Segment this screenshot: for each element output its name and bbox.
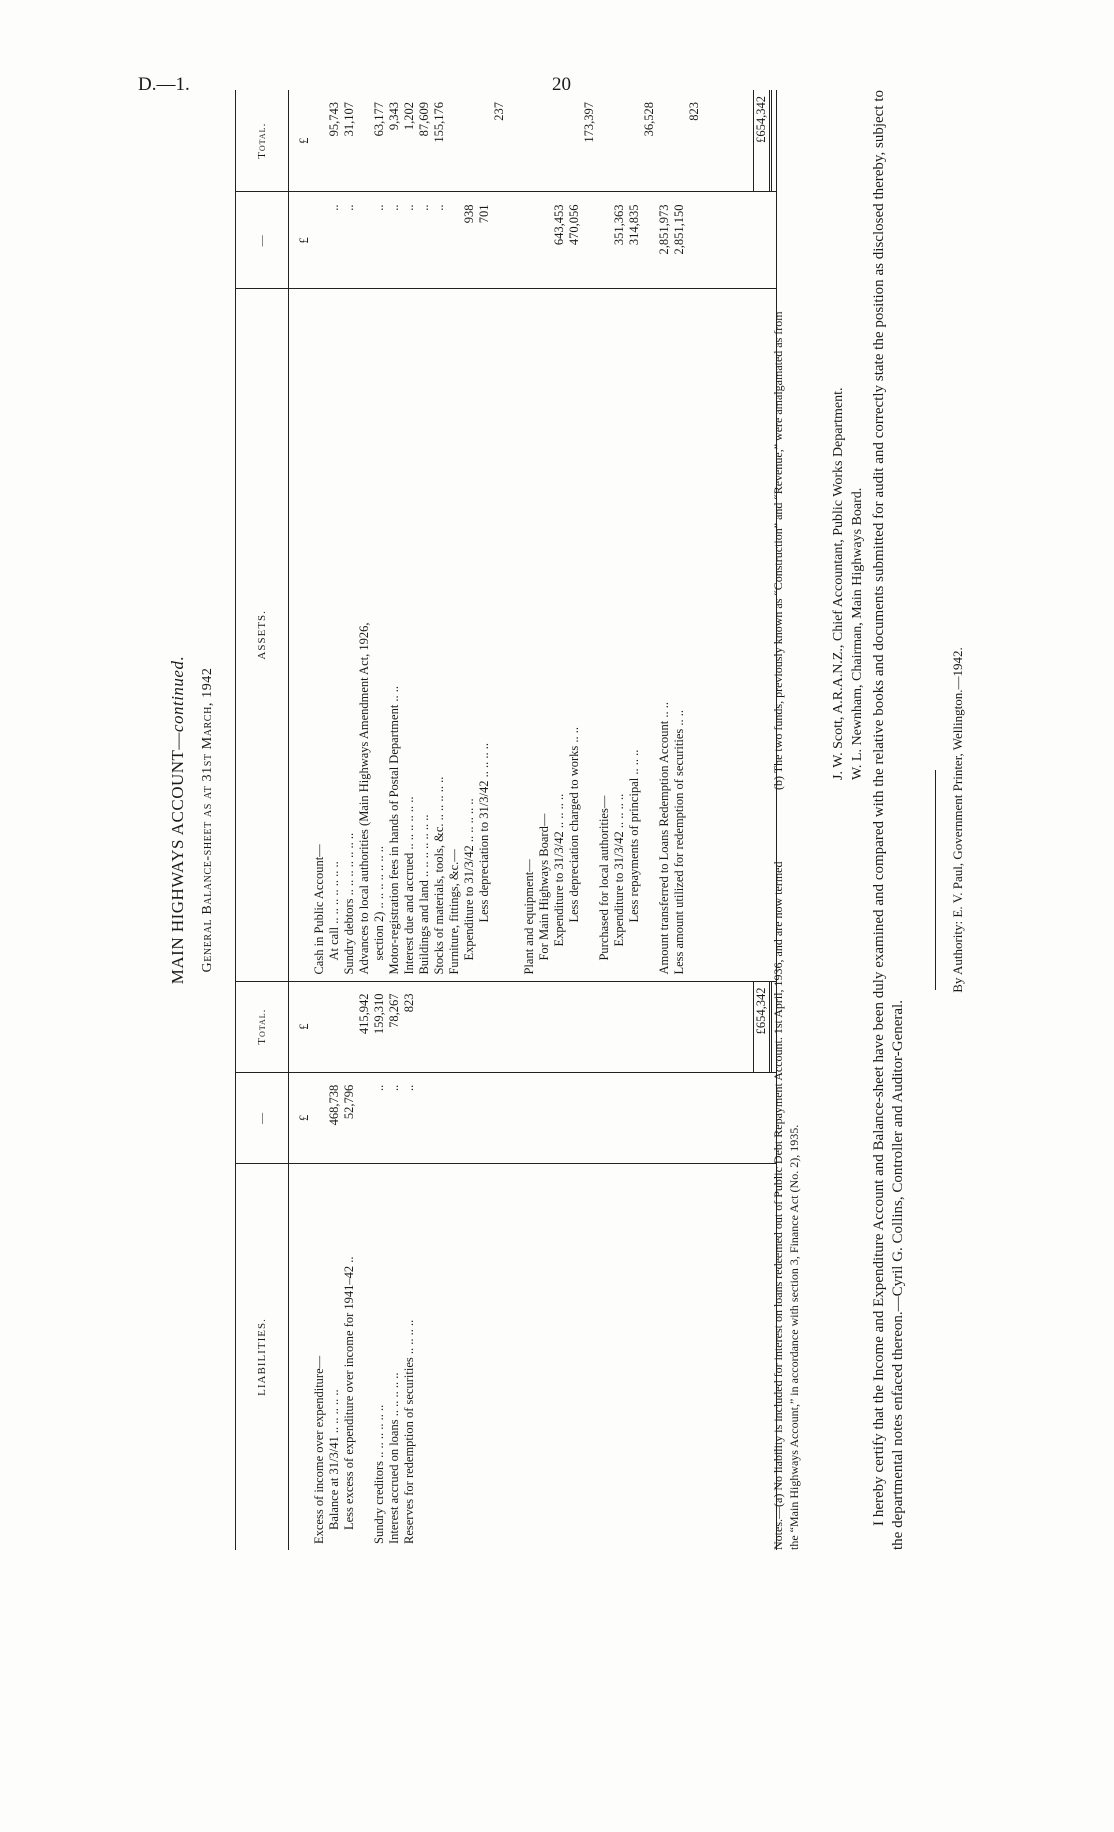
document-reference: D.—1. (138, 74, 190, 95)
asset-sub-amount: .. (342, 204, 356, 211)
assets-heading: ASSETS. (236, 289, 289, 981)
asset-total (612, 96, 627, 186)
asset-label: Sundry debtors .. .. .. .. .. .. .. (342, 832, 356, 975)
table-body-row (289, 90, 749, 1550)
liability-sub-amount: .. (387, 1084, 401, 1092)
liability-total (312, 988, 327, 1066)
asset-label: Buildings and land .. .. .. .. .. .. .. (417, 814, 431, 975)
page-number: 20 (552, 74, 571, 95)
signature-accountant: J. W. Scott, A.R.A.N.Z., Chief Accountant, Public Works Department. (831, 387, 846, 780)
asset-total: 237 (492, 102, 506, 121)
asset-label: Expenditure to 31/3/42 .. .. .. .. (552, 793, 566, 947)
divider-rule (935, 770, 936, 990)
asset-total (462, 96, 477, 186)
asset-sub-amount (357, 199, 372, 283)
asset-total (672, 96, 687, 186)
asset-sub-amount: .. (372, 204, 386, 211)
asset-total (567, 96, 582, 186)
asset-sub-amount: 643,453 (552, 204, 566, 246)
assets-total-heading: Total. (236, 90, 289, 192)
asset-sub-amount (312, 199, 327, 283)
asset-label: Expenditure to 31/3/42 .. .. .. .. .. (462, 798, 476, 961)
asset-sub-amount (492, 199, 507, 283)
asset-label: Less depreciation to 31/3/42 .. .. .. .. (477, 743, 491, 923)
currency-symbol: £ (297, 1023, 311, 1030)
liabilities-heading: LIABILITIES. (236, 1164, 289, 1550)
asset-label: Cash in Public Account— (312, 844, 326, 975)
liability-total: 78,267 (387, 993, 401, 1028)
asset-label: Amount transferred to Loans Redemption Account .. .. (657, 702, 671, 975)
asset-total: 87,609 (417, 102, 431, 137)
liability-total (342, 988, 357, 1066)
balance-sheet-table (235, 90, 777, 1550)
assets-labels (289, 289, 749, 981)
liability-label: Reserves for redemption of securities .. .. .. .. (402, 1319, 416, 1544)
liability-label: Sundry creditors .. .. .. .. .. .. (372, 1404, 386, 1544)
asset-label (582, 295, 597, 974)
signature-chairman: W. L. Newnham, Chairman, Main Highways Board. (850, 487, 865, 780)
asset-total: 9,343 (387, 102, 401, 131)
asset-total: 1,202 (402, 102, 416, 131)
asset-sub-amount: 470,056 (567, 204, 581, 246)
asset-label: Less repayments of principal .. .. .. (627, 749, 641, 923)
asset-total (597, 96, 612, 186)
liability-label (357, 1170, 372, 1544)
liability-sub-amount: 468,738 (327, 1084, 341, 1126)
asset-label: Less amount utilized for redemption of securities .. .. (672, 710, 686, 975)
asset-sub-amount (642, 199, 657, 283)
liabilities-labels (289, 1164, 749, 1550)
asset-label (642, 295, 657, 974)
liability-sub-amount: .. (372, 1084, 386, 1092)
asset-sub-amount: .. (417, 204, 431, 211)
liability-sub-amount: 52,796 (342, 1084, 356, 1120)
liabilities-total-heading: Total. (236, 981, 289, 1072)
asset-total (447, 96, 462, 186)
asset-total: 95,743 (327, 102, 341, 137)
asset-total (507, 96, 522, 186)
liability-sub-amount (357, 1079, 372, 1157)
note-b: (b) The two funds, previously known as “Construction” and “Revenue,” were amalgamated as from (771, 311, 785, 790)
liability-label: Excess of income over expenditure— (312, 1355, 326, 1544)
liability-label: Interest accrued on loans .. .. .. .. .. (387, 1372, 401, 1544)
liabilities-sub-amounts (289, 1072, 749, 1163)
currency-symbol: £ (297, 237, 311, 244)
asset-total (522, 96, 537, 186)
note-a: Notes.—(a) No liability is included for interest on loans redeemed out of Public Debt Repayment Account. 1st April, 1936, and are now termed the “Main Highways Account,” in accordance with section 3, Finance Act (No. 2), 1935. (771, 861, 801, 1550)
currency-symbol: £ (297, 137, 311, 144)
asset-total: 173,397 (582, 102, 596, 143)
asset-label: Furniture, fittings, &c.— (447, 849, 461, 975)
asset-sub-amount: .. (387, 204, 401, 211)
asset-total: 63,177 (372, 102, 386, 137)
asset-label: Expenditure to 31/3/42 .. .. .. .. (612, 793, 626, 947)
asset-sub-amount: 701 (477, 204, 491, 224)
asset-total (552, 96, 567, 186)
audit-certificate: I hereby certify that the Income and Expenditure Account and Balance-sheet have been duly examined and compared with the relative books and documents submitted for audit and correctly state the position as disclosed thereby, subject to the departmental notes enfaced thereon.—Cyril G. Collins, Controller and Auditor-General. (871, 90, 906, 1550)
asset-sub-amount: 2,851,973 (657, 204, 671, 255)
account-title: MAIN HIGHWAYS ACCOUNT—continued. (168, 655, 187, 985)
asset-label: Purchased for local authorities— (597, 795, 611, 961)
asset-sub-amount: 938 (462, 204, 476, 224)
liability-label: Less excess of expenditure over income for 1941–42 .. (342, 1256, 356, 1530)
asset-total (312, 96, 327, 186)
asset-sub-amount (687, 199, 702, 283)
asset-label: For Main Highways Board— (537, 813, 551, 961)
assets-sub-amounts (289, 192, 749, 289)
asset-sub-amount (522, 199, 537, 283)
asset-label: Less depreciation charged to works .. .. (567, 726, 581, 923)
asset-sub-amount: 314,835 (627, 204, 641, 246)
asset-total: 31,107 (342, 102, 356, 137)
asset-label: Plant and equipment— (522, 859, 536, 975)
asset-total (477, 96, 492, 186)
liability-total: 823 (402, 993, 416, 1013)
asset-sub-amount (507, 199, 522, 283)
asset-sub-amount (537, 199, 552, 283)
asset-sub-amount: .. (327, 204, 341, 211)
asset-total: 155,176 (432, 102, 446, 143)
balance-sheet-subtitle: General Balance-sheet as at 31st March, 1942 (200, 667, 215, 973)
liability-total (327, 988, 342, 1066)
assets-totals (289, 90, 749, 192)
asset-label: At call .. .. .. .. .. .. .. (327, 861, 341, 961)
liabilities-grand-total: £654,342 (753, 982, 772, 1072)
currency-symbol: £ (297, 1114, 311, 1122)
liability-total: 415,942 (357, 993, 371, 1035)
asset-total: 36,528 (642, 102, 656, 137)
asset-label (492, 295, 507, 974)
asset-total (657, 96, 672, 186)
asset-sub-amount (582, 199, 597, 283)
liability-total: 159,310 (372, 993, 386, 1035)
liability-label: Balance at 31/3/41 .. .. .. .. .. (327, 1389, 341, 1530)
asset-sub-amount (447, 199, 462, 283)
asset-sub-amount: 351,363 (612, 204, 626, 246)
printer-authority: By Authority: E. V. Paul, Government Printer, Wellington.—1942. (950, 647, 965, 993)
asset-label: Advances to local authorities (Main Highways Amendment Act, 1926, (357, 622, 371, 975)
assets-dash-heading: — (236, 192, 289, 289)
asset-sub-amount: .. (402, 204, 416, 211)
liability-sub-amount: .. (402, 1084, 416, 1092)
asset-label: section 2) .. .. .. .. .. .. .. (372, 845, 386, 961)
liability-sub-amount (312, 1079, 327, 1157)
asset-sub-amount: .. (432, 204, 446, 211)
asset-label (687, 295, 702, 974)
table-header-row (236, 90, 289, 1550)
asset-label: Stocks of materials, tools, &c. .. .. .. .. .. (432, 776, 446, 975)
asset-total: 823 (687, 102, 701, 121)
liabilities-dash-heading: — (236, 1072, 289, 1163)
asset-label: Motor-registration fees in hands of Postal Department .. .. (387, 685, 401, 975)
asset-sub-amount: 2,851,150 (672, 204, 686, 255)
liabilities-totals (289, 981, 749, 1072)
asset-label (507, 295, 522, 974)
asset-total (357, 96, 372, 186)
rotated-balance-sheet (50, 90, 1050, 1550)
asset-label: Interest due and accrued .. .. .. .. .. .. (402, 796, 416, 975)
asset-sub-amount (597, 199, 612, 283)
asset-total (627, 96, 642, 186)
assets-grand-total: £654,342 (753, 90, 772, 192)
asset-total (537, 96, 552, 186)
